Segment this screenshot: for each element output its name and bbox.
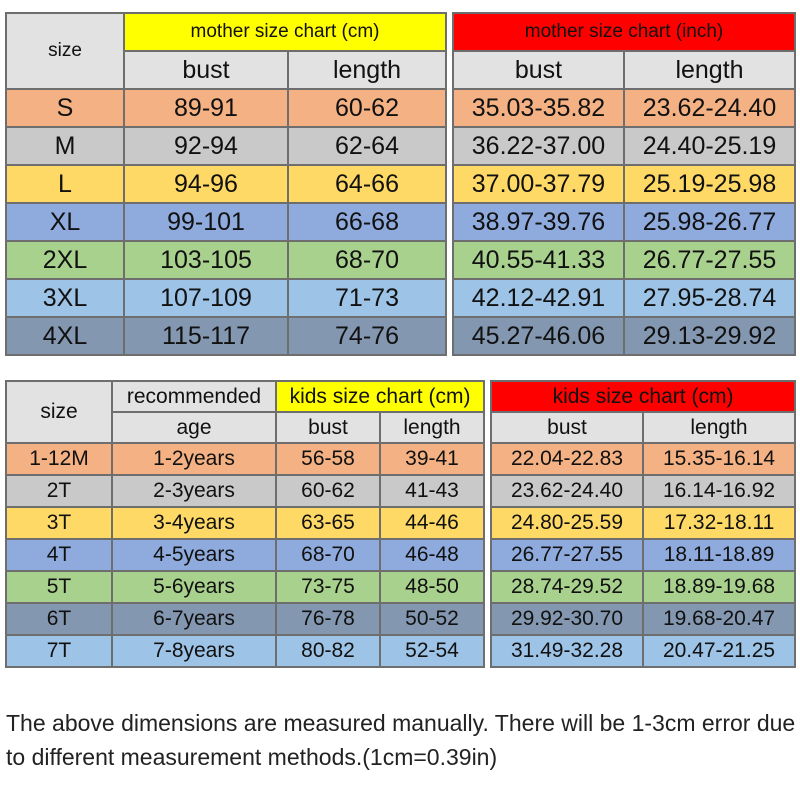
- bust-cm-cell: 89-91: [124, 89, 288, 127]
- length-inch-cell: 18.89-19.68: [643, 571, 795, 603]
- bust-header: bust: [491, 412, 643, 443]
- length-cm-cell: 68-70: [288, 241, 446, 279]
- length-cm-cell: 50-52: [380, 603, 484, 635]
- mother-size-chart-inch: [452, 12, 796, 356]
- length-header: length: [380, 412, 484, 443]
- length-cm-cell: 60-62: [288, 89, 446, 127]
- table-row: [6, 603, 484, 635]
- length-inch-cell: 25.19-25.98: [624, 165, 795, 203]
- length-inch-cell: 20.47-21.25: [643, 635, 795, 667]
- age-cell: 5-6years: [112, 571, 276, 603]
- bust-inch-cell: 40.55-41.33: [453, 241, 624, 279]
- age-cell: 7-8years: [112, 635, 276, 667]
- table-row: [6, 165, 446, 203]
- table-row: [6, 279, 446, 317]
- length-cm-cell: 46-48: [380, 539, 484, 571]
- age-cell: 2-3years: [112, 475, 276, 507]
- bust-inch-cell: 31.49-32.28: [491, 635, 643, 667]
- mother-inch-title: mother size chart (inch): [453, 13, 795, 51]
- size-cell: 2T: [6, 475, 112, 507]
- length-inch-cell: 25.98-26.77: [624, 203, 795, 241]
- table-row: [453, 89, 795, 127]
- length-cm-cell: 62-64: [288, 127, 446, 165]
- table-row: [491, 603, 795, 635]
- table-row: [453, 165, 795, 203]
- size-cell: 1-12M: [6, 443, 112, 475]
- size-cell: L: [6, 165, 124, 203]
- bust-cm-cell: 56-58: [276, 443, 380, 475]
- size-cell: 3T: [6, 507, 112, 539]
- bust-cm-cell: 63-65: [276, 507, 380, 539]
- length-inch-cell: 15.35-16.14: [643, 443, 795, 475]
- size-cell: 5T: [6, 571, 112, 603]
- bust-cm-cell: 103-105: [124, 241, 288, 279]
- length-header: length: [643, 412, 795, 443]
- bust-cm-cell: 80-82: [276, 635, 380, 667]
- table-row: [6, 443, 484, 475]
- length-inch-cell: 18.11-18.89: [643, 539, 795, 571]
- table-row: [6, 475, 484, 507]
- table-row: [6, 635, 484, 667]
- length-inch-cell: 26.77-27.55: [624, 241, 795, 279]
- bust-inch-cell: 28.74-29.52: [491, 571, 643, 603]
- table-row: [6, 539, 484, 571]
- size-cell: 4XL: [6, 317, 124, 355]
- table-row: [6, 317, 446, 355]
- size-cell: 7T: [6, 635, 112, 667]
- age-cell: 4-5years: [112, 539, 276, 571]
- mother-size-chart-cm: [5, 12, 447, 356]
- size-header: size: [6, 13, 124, 89]
- size-header: size: [6, 381, 112, 443]
- table-row: [6, 571, 484, 603]
- bust-inch-cell: 29.92-30.70: [491, 603, 643, 635]
- size-cell: 4T: [6, 539, 112, 571]
- length-cm-cell: 71-73: [288, 279, 446, 317]
- length-inch-cell: 16.14-16.92: [643, 475, 795, 507]
- bust-inch-cell: 35.03-35.82: [453, 89, 624, 127]
- bust-inch-cell: 42.12-42.91: [453, 279, 624, 317]
- table-row: [453, 241, 795, 279]
- table-row: [491, 443, 795, 475]
- table-row: [6, 89, 446, 127]
- bust-inch-cell: 23.62-24.40: [491, 475, 643, 507]
- table-row: [491, 475, 795, 507]
- bust-cm-cell: 115-117: [124, 317, 288, 355]
- table-row: [491, 539, 795, 571]
- kids-cm-title: kids size chart (cm): [276, 381, 484, 412]
- length-header: length: [288, 51, 446, 89]
- size-cell: S: [6, 89, 124, 127]
- length-cm-cell: 64-66: [288, 165, 446, 203]
- mother-inch-rows: [453, 89, 795, 355]
- bust-inch-cell: 24.80-25.59: [491, 507, 643, 539]
- bust-inch-cell: 37.00-37.79: [453, 165, 624, 203]
- bust-inch-cell: 45.27-46.06: [453, 317, 624, 355]
- table-row: [6, 127, 446, 165]
- length-inch-cell: 24.40-25.19: [624, 127, 795, 165]
- table-row: [6, 203, 446, 241]
- table-row: [453, 317, 795, 355]
- length-cm-cell: 44-46: [380, 507, 484, 539]
- bust-cm-cell: 60-62: [276, 475, 380, 507]
- size-cell: 3XL: [6, 279, 124, 317]
- bust-inch-cell: 22.04-22.83: [491, 443, 643, 475]
- table-row: [453, 127, 795, 165]
- bust-inch-cell: 26.77-27.55: [491, 539, 643, 571]
- bust-cm-cell: 107-109: [124, 279, 288, 317]
- bust-cm-cell: 68-70: [276, 539, 380, 571]
- bust-header: bust: [276, 412, 380, 443]
- bust-cm-cell: 92-94: [124, 127, 288, 165]
- length-cm-cell: 48-50: [380, 571, 484, 603]
- size-cell: XL: [6, 203, 124, 241]
- size-cell: 2XL: [6, 241, 124, 279]
- table-row: [6, 241, 446, 279]
- age-cell: 3-4years: [112, 507, 276, 539]
- length-inch-cell: 27.95-28.74: [624, 279, 795, 317]
- length-header: length: [624, 51, 795, 89]
- age-header-line1: recommended: [112, 381, 276, 412]
- length-inch-cell: 23.62-24.40: [624, 89, 795, 127]
- mother-cm-title: mother size chart (cm): [124, 13, 446, 51]
- age-cell: 6-7years: [112, 603, 276, 635]
- bust-header: bust: [124, 51, 288, 89]
- measurement-note: The above dimensions are measured manually. There will be 1-3cm error due to different measurement methods.(1cm=0.39in): [6, 710, 796, 770]
- table-row: [491, 635, 795, 667]
- kids-size-chart-cm: [5, 380, 485, 668]
- size-cell: M: [6, 127, 124, 165]
- kids-size-chart-inch: [490, 380, 796, 668]
- length-cm-cell: 52-54: [380, 635, 484, 667]
- length-inch-cell: 17.32-18.11: [643, 507, 795, 539]
- table-row: [491, 571, 795, 603]
- size-cell: 6T: [6, 603, 112, 635]
- kids-inch-title: kids size chart (cm): [491, 381, 795, 412]
- bust-header: bust: [453, 51, 624, 89]
- length-inch-cell: 29.13-29.92: [624, 317, 795, 355]
- table-row: [491, 507, 795, 539]
- table-row: [6, 507, 484, 539]
- bust-cm-cell: 99-101: [124, 203, 288, 241]
- bust-cm-cell: 73-75: [276, 571, 380, 603]
- length-cm-cell: 41-43: [380, 475, 484, 507]
- age-header-line2: age: [112, 412, 276, 443]
- kids-inch-rows: [491, 443, 795, 667]
- table-row: [453, 279, 795, 317]
- bust-inch-cell: 36.22-37.00: [453, 127, 624, 165]
- bust-inch-cell: 38.97-39.76: [453, 203, 624, 241]
- bust-cm-cell: 76-78: [276, 603, 380, 635]
- length-inch-cell: 19.68-20.47: [643, 603, 795, 635]
- length-cm-cell: 39-41: [380, 443, 484, 475]
- length-cm-cell: 74-76: [288, 317, 446, 355]
- length-cm-cell: 66-68: [288, 203, 446, 241]
- kids-cm-rows: [6, 443, 484, 667]
- table-row: [453, 203, 795, 241]
- mother-cm-rows: [6, 89, 446, 355]
- bust-cm-cell: 94-96: [124, 165, 288, 203]
- age-cell: 1-2years: [112, 443, 276, 475]
